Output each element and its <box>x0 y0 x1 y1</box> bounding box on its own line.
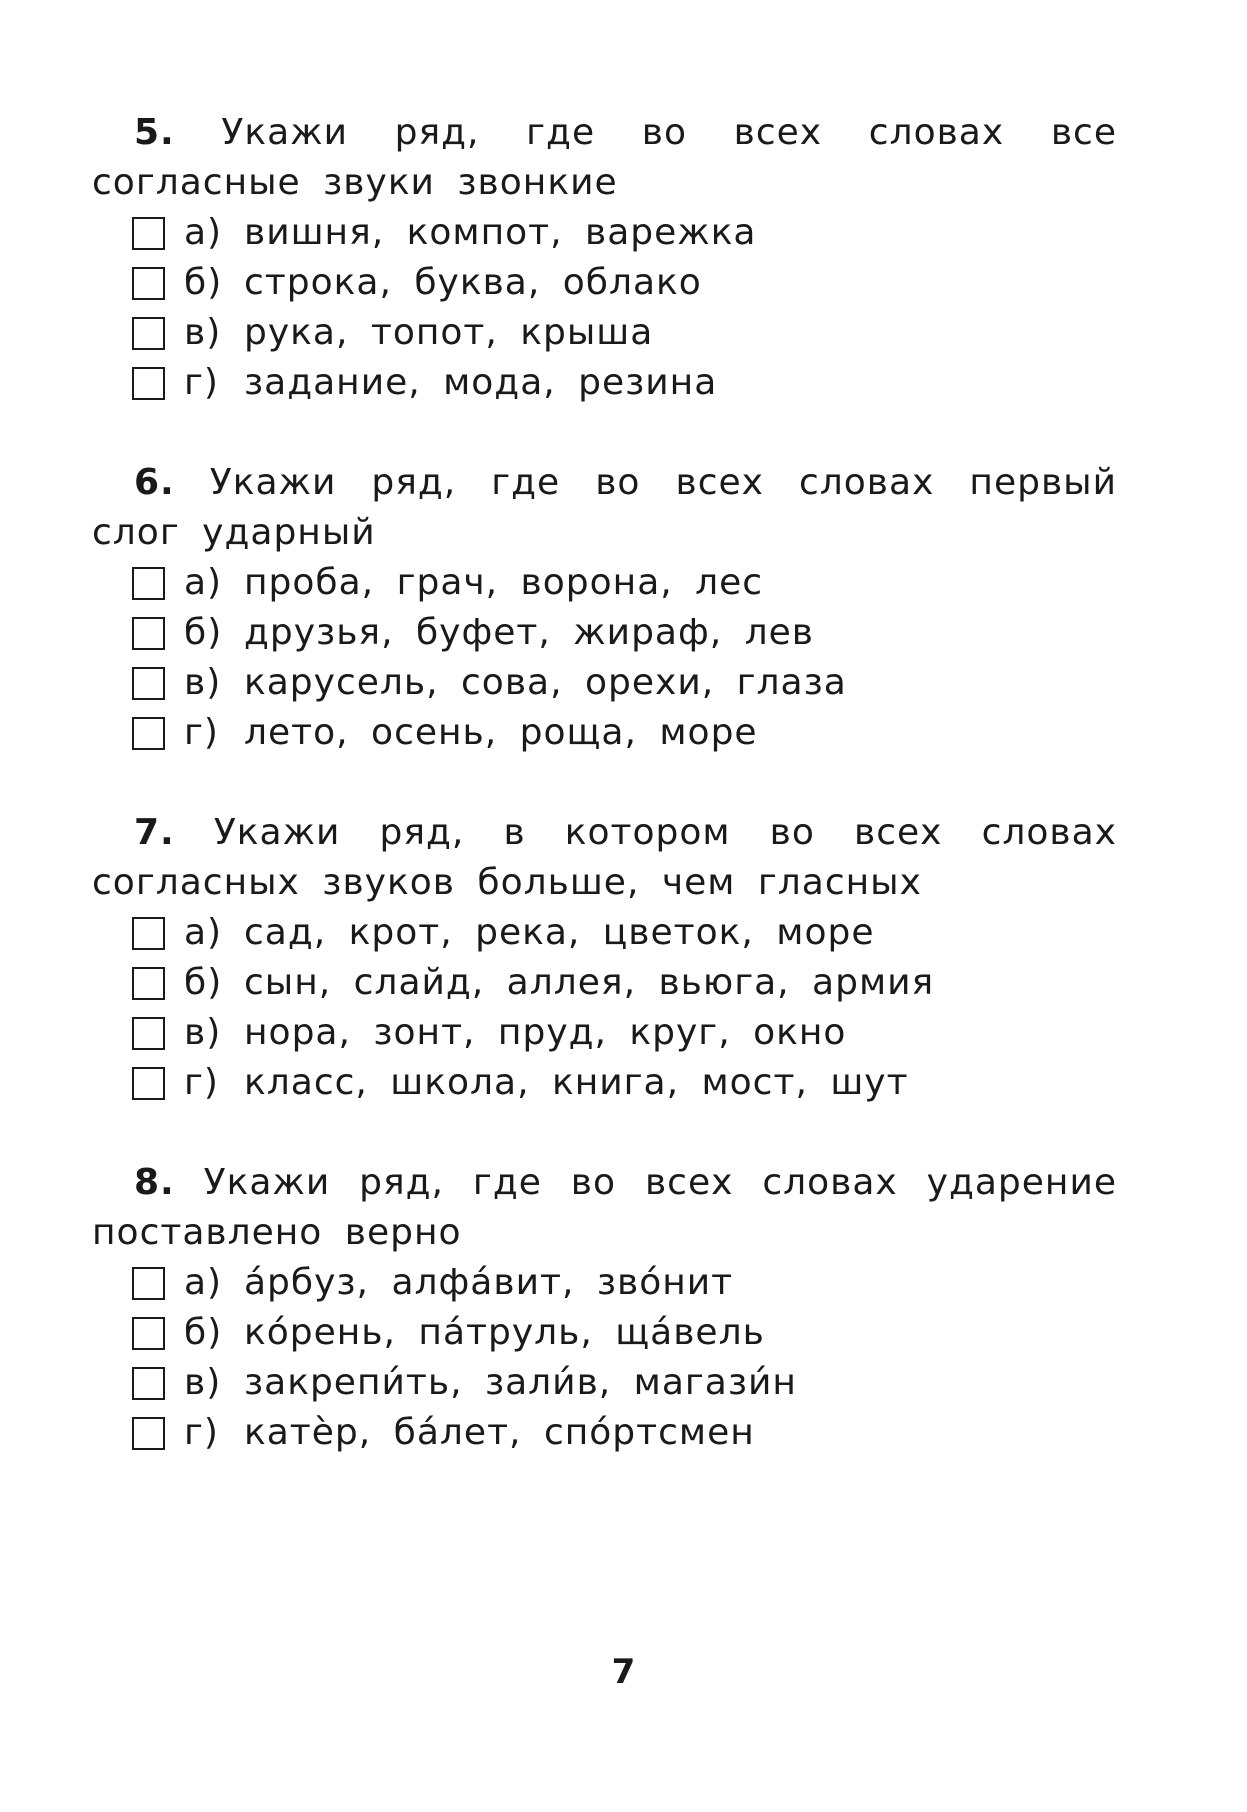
option-text: класс, школа, книга, мост, шут <box>244 1062 909 1103</box>
option-text: рука, топот, крыша <box>244 312 654 353</box>
option-letter: а) <box>184 562 223 603</box>
answer-checkbox[interactable] <box>132 617 165 650</box>
answer-checkbox[interactable] <box>132 367 165 400</box>
answer-option-b <box>92 958 1117 1008</box>
answer-option-b <box>92 1308 1117 1358</box>
question-prompt: Укажи ряд, где во всех словах все согласные звуки звонкие <box>92 112 1117 203</box>
answer-checkbox[interactable] <box>132 1017 165 1050</box>
question-prompt: Укажи ряд, в котором во всех словах согласных звуков больше, чем гласных <box>92 812 1117 903</box>
option-text: проба, грач, ворона, лес <box>244 562 764 603</box>
option-letter: а) <box>184 1262 223 1303</box>
option-letter: г) <box>184 1062 219 1103</box>
question-number: 5. <box>134 112 175 153</box>
option-text: сын, слайд, аллея, вьюга, армия <box>244 962 935 1003</box>
option-letter: в) <box>184 662 222 703</box>
question-prompt: Укажи ряд, где во всех словах ударение поставлено верно <box>92 1162 1117 1253</box>
answer-checkbox[interactable] <box>132 1067 165 1100</box>
option-text: катѐр, ба́лет, спо́ртсмен <box>244 1412 755 1453</box>
option-letter: г) <box>184 712 219 753</box>
answer-option-a <box>92 1258 1117 1308</box>
answer-option-g <box>92 1408 1117 1458</box>
option-letter: б) <box>184 612 223 653</box>
answer-option-g <box>92 1058 1117 1108</box>
answer-option-v <box>92 1008 1117 1058</box>
question-number: 6. <box>134 462 175 503</box>
answer-checkbox[interactable] <box>132 217 165 250</box>
answer-checkbox[interactable] <box>132 1267 165 1300</box>
option-letter: в) <box>184 312 222 353</box>
question-number: 8. <box>134 1162 175 1203</box>
question-text <box>92 108 1117 208</box>
option-text: а́рбуз, алфа́вит, зво́нит <box>244 1262 734 1303</box>
answer-option-b <box>92 258 1117 308</box>
answer-checkbox[interactable] <box>132 1367 165 1400</box>
question-8 <box>92 1158 1117 1458</box>
answer-options <box>92 558 1117 758</box>
answer-option-v <box>92 658 1117 708</box>
option-text: строка, буква, облако <box>244 262 702 303</box>
answer-checkbox[interactable] <box>132 317 165 350</box>
option-text: лето, осень, роща, море <box>244 712 758 753</box>
option-text: закрепи́ть, зали́в, магази́н <box>244 1362 797 1403</box>
answer-option-b <box>92 608 1117 658</box>
answer-checkbox[interactable] <box>132 1417 165 1450</box>
option-text: вишня, компот, варежка <box>244 212 757 253</box>
option-letter: а) <box>184 212 223 253</box>
answer-option-a <box>92 908 1117 958</box>
answer-options <box>92 208 1117 408</box>
answer-options <box>92 1258 1117 1458</box>
option-text: ко́рень, па́труль, ща́вель <box>244 1312 765 1353</box>
option-text: друзья, буфет, жираф, лев <box>244 612 815 653</box>
option-text: сад, крот, река, цветок, море <box>244 912 875 953</box>
answer-option-v <box>92 1358 1117 1408</box>
question-number: 7. <box>134 812 175 853</box>
answer-options <box>92 908 1117 1108</box>
question-7 <box>92 808 1117 1108</box>
option-text: задание, мода, резина <box>244 362 718 403</box>
question-prompt: Укажи ряд, где во всех словах первый слог ударный <box>92 462 1117 553</box>
answer-checkbox[interactable] <box>132 917 165 950</box>
question-text <box>92 458 1117 558</box>
answer-checkbox[interactable] <box>132 567 165 600</box>
option-letter: б) <box>184 1312 223 1353</box>
question-text <box>92 1158 1117 1258</box>
page-number: 7 <box>611 1652 636 1692</box>
answer-option-a <box>92 558 1117 608</box>
option-letter: б) <box>184 262 223 303</box>
option-letter: а) <box>184 912 223 953</box>
answer-checkbox[interactable] <box>132 717 165 750</box>
answer-checkbox[interactable] <box>132 667 165 700</box>
question-5 <box>92 108 1117 408</box>
answer-checkbox[interactable] <box>132 1317 165 1350</box>
question-text <box>92 808 1117 908</box>
answer-option-g <box>92 358 1117 408</box>
answer-checkbox[interactable] <box>132 267 165 300</box>
option-letter: г) <box>184 362 219 403</box>
answer-option-a <box>92 208 1117 258</box>
answer-option-v <box>92 308 1117 358</box>
option-letter: в) <box>184 1362 222 1403</box>
answer-checkbox[interactable] <box>132 967 165 1000</box>
option-letter: в) <box>184 1012 222 1053</box>
question-6 <box>92 458 1117 758</box>
option-letter: г) <box>184 1412 219 1453</box>
option-text: карусель, сова, орехи, глаза <box>244 662 847 703</box>
option-letter: б) <box>184 962 223 1003</box>
option-text: нора, зонт, пруд, круг, окно <box>244 1012 847 1053</box>
answer-option-g <box>92 708 1117 758</box>
